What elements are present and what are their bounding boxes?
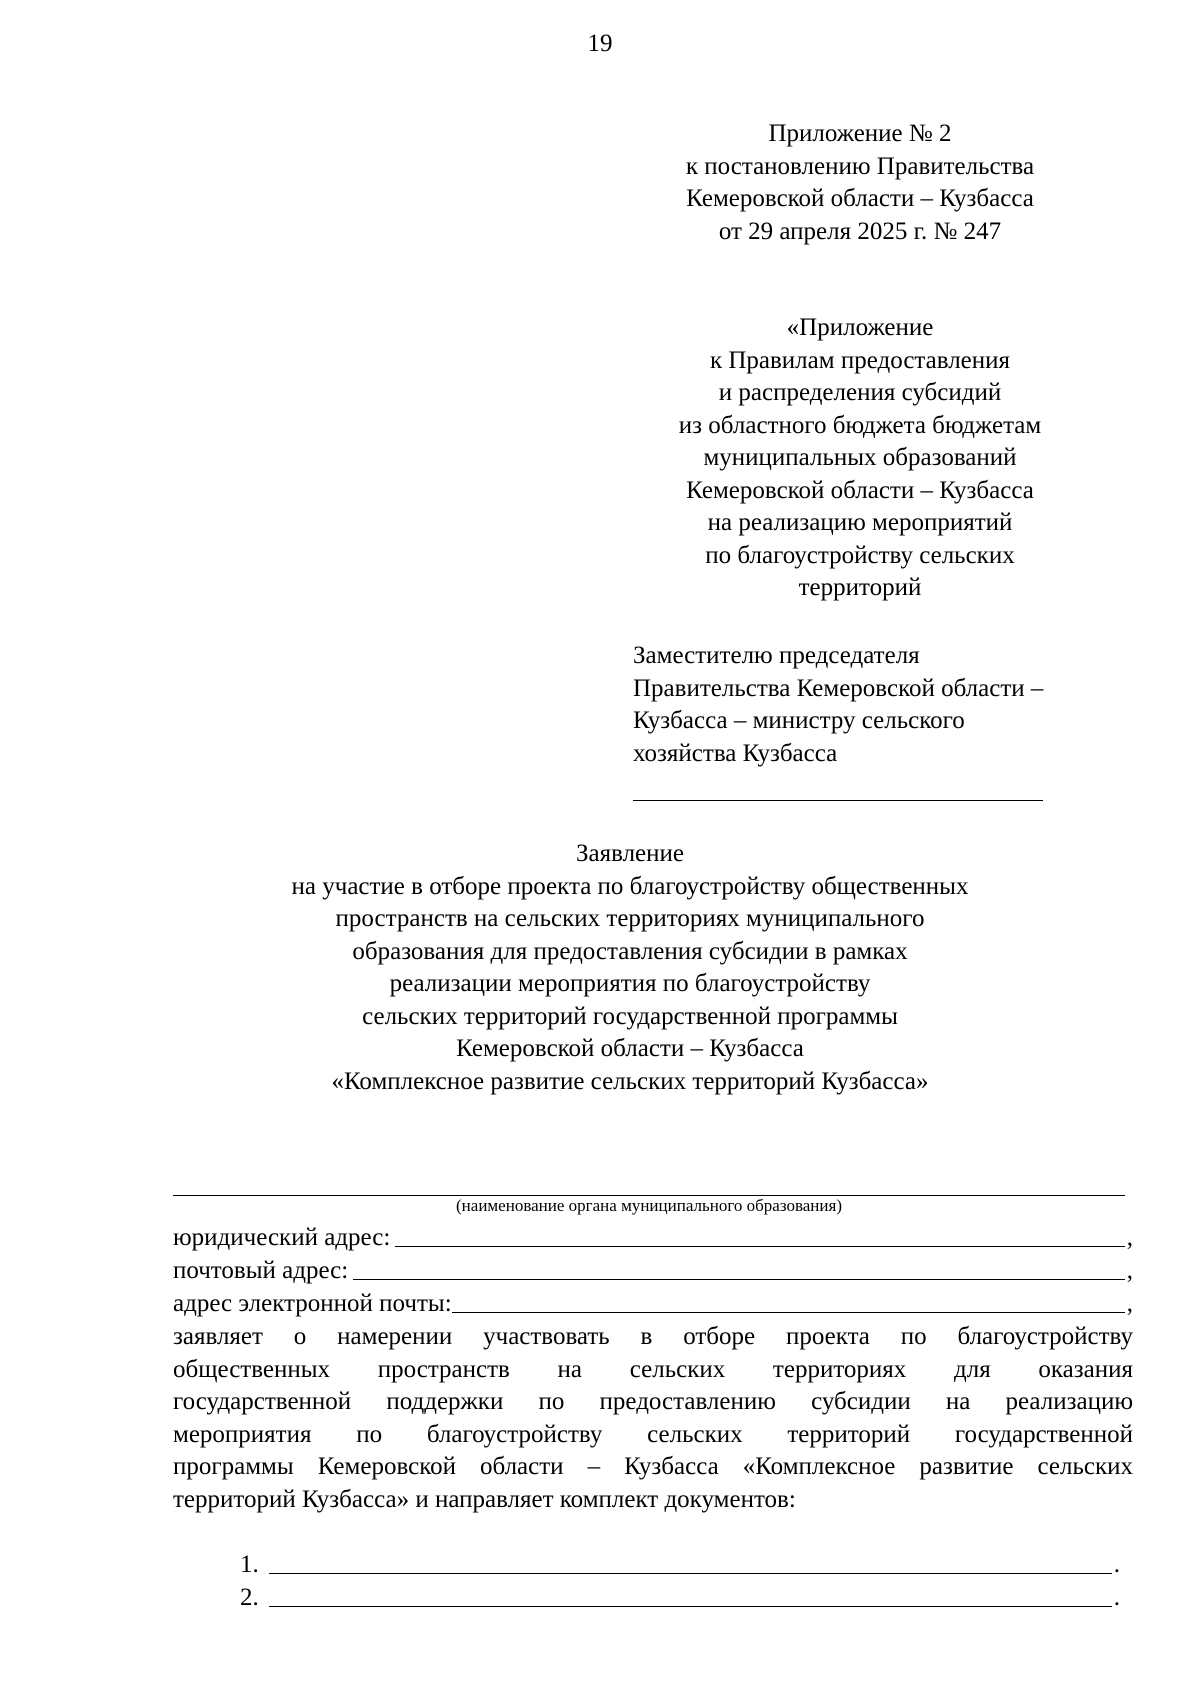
document-blank[interactable]: [269, 1606, 1112, 1607]
postal-address-blank[interactable]: [353, 1279, 1125, 1280]
annex-rules-line: муниципальных образований: [703, 444, 1017, 471]
title-line: реализации мероприятия по благоустройству: [389, 970, 871, 997]
email-field: [173, 1288, 1133, 1320]
title-line: образования для предоставления субсидии в рамках: [352, 937, 908, 965]
addressee-line: Кузбасса – министру сельского: [633, 707, 965, 734]
postal-address-label: почтовый адрес:: [173, 1256, 349, 1284]
addressee-line: хозяйства Кузбасса: [633, 739, 838, 767]
annex-rules-line: на реализацию мероприятий: [707, 509, 1013, 536]
annex-2-line: к постановлению Правительства: [685, 152, 1035, 180]
addressee-line: Заместителю председателя: [633, 642, 920, 669]
annex-rules-line: территорий: [798, 574, 922, 601]
annex-rules-line: «Приложение: [786, 314, 934, 341]
title-line: «Комплексное развитие сельских территорий Кузбасса»: [331, 1067, 929, 1095]
annex-rules-line: по благоустройству сельских: [705, 541, 1015, 569]
comma: ,: [1126, 1223, 1133, 1251]
statement-line: территорий Кузбасса» и направляет комплект документов:: [173, 1485, 796, 1513]
legal-address-field: [173, 1222, 1133, 1254]
legal-address-blank[interactable]: [395, 1246, 1124, 1247]
annex-2-line: Приложение № 2: [768, 120, 952, 147]
document-period: .: [1113, 1550, 1120, 1578]
annex-2-header: [620, 118, 1100, 248]
document-blank[interactable]: [269, 1573, 1112, 1574]
annex-rules-line: к Правилам предоставления: [709, 346, 1011, 374]
annex-rules-line: из областного бюджета бюджетам: [678, 411, 1042, 439]
addressee-line: Правительства Кемеровской области –: [633, 674, 1044, 702]
document-list-item: [240, 1549, 1120, 1581]
document-list-item: [240, 1582, 1120, 1614]
title-heading: Заявление: [575, 840, 685, 867]
annex-rules-line: и распределения субсидий: [718, 379, 1002, 406]
title-line: Кемеровской области – Кузбасса: [456, 1035, 804, 1062]
title-line: сельских территорий государственной программы: [362, 1002, 898, 1030]
addressee-name-blank[interactable]: [633, 800, 1043, 801]
annex-rules-line: Кемеровской области – Кузбасса: [686, 476, 1034, 504]
document-number: 2.: [240, 1583, 259, 1611]
statement-line: заявляет о намерении участвовать в отборе проекта по благоустройству: [173, 1323, 1133, 1350]
organization-caption: (наименование органа муниципального образования): [456, 1196, 842, 1215]
document-number: 1.: [240, 1550, 259, 1578]
document-title: [200, 838, 1060, 1098]
statement-line: общественных пространств на сельских территориях для оказания: [173, 1355, 1133, 1383]
document-period: .: [1113, 1583, 1120, 1611]
email-label: адрес электронной почты:: [173, 1289, 452, 1317]
comma: ,: [1126, 1256, 1133, 1284]
annex-2-line: от 29 апреля 2025 г. № 247: [718, 217, 1002, 245]
comma: ,: [1126, 1289, 1133, 1317]
addressee-block: [633, 640, 1153, 770]
statement-line: программы Кемеровской области – Кузбасса «Комплексное развитие сельских: [173, 1453, 1133, 1480]
annex-rules-header: [620, 312, 1100, 605]
title-line: пространств на сельских территориях муниципального: [335, 905, 925, 932]
title-line: на участие в отборе проекта по благоустройству общественных: [291, 872, 969, 900]
page-number: 19: [587, 30, 613, 57]
statement-line: мероприятия по благоустройству сельских территорий государственной: [173, 1420, 1133, 1448]
annex-2-line: Кемеровской области – Кузбасса: [686, 185, 1034, 212]
statement-paragraph: [173, 1321, 1133, 1516]
legal-address-label: юридический адрес:: [173, 1223, 391, 1251]
email-blank[interactable]: [452, 1312, 1125, 1313]
statement-line: государственной поддержки по предоставлению субсидии на реализацию: [173, 1388, 1133, 1415]
postal-address-field: [173, 1255, 1133, 1287]
